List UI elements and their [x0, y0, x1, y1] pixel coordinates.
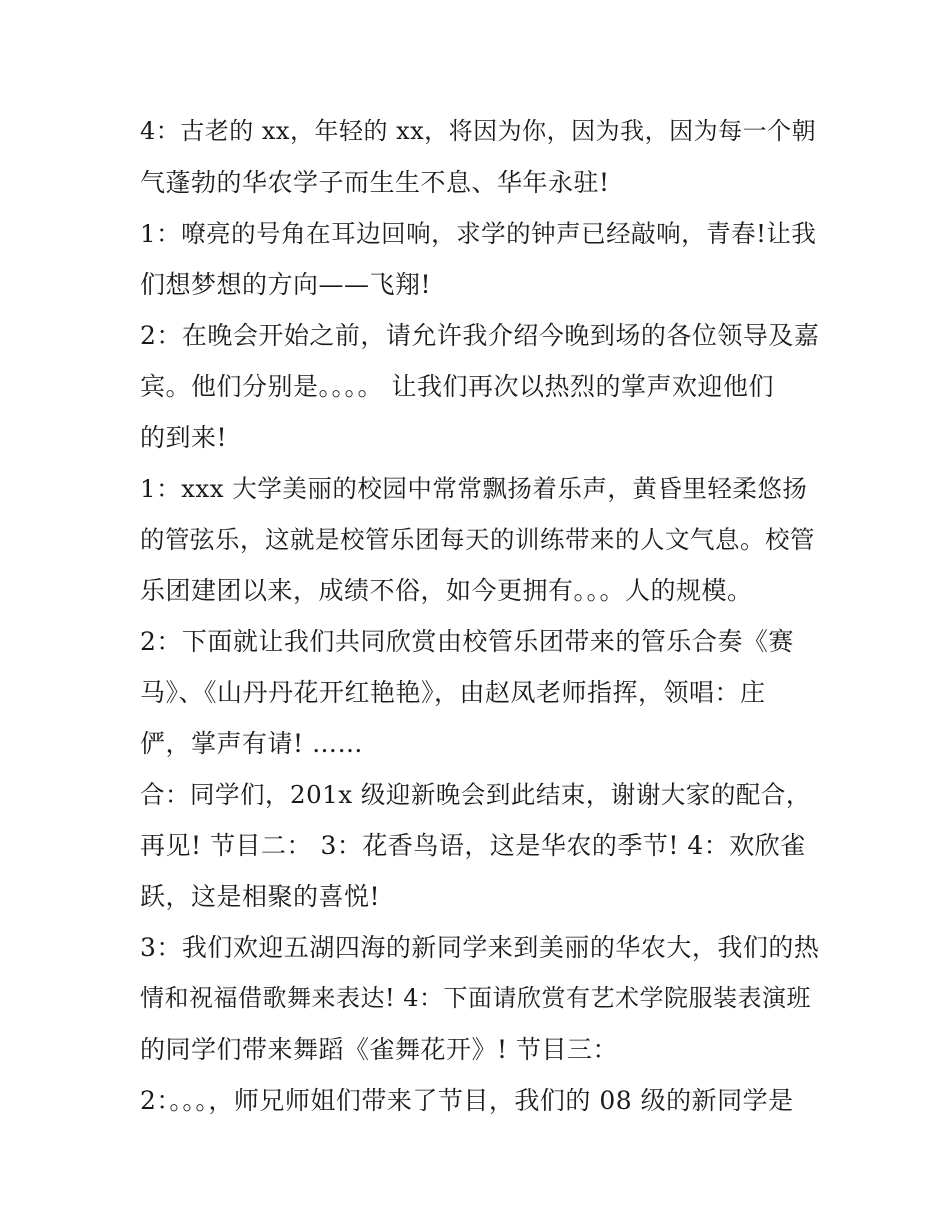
text-line: 宾。他们分别是。。。。 让我们再次以热烈的掌声欢迎他们 — [140, 372, 774, 401]
text-line: 情和祝福借歌舞来表达! 4：下面请欣赏有艺术学院服装表演班 — [140, 984, 812, 1012]
text-line: 们想梦想的方向——飞翔! — [140, 270, 432, 299]
text-line: 乐团建团以来，成绩不俗，如今更拥有。。。人的规模。 — [140, 576, 753, 605]
text-line: 跃，这是相聚的喜悦! — [140, 882, 381, 911]
text-line: 4：古老的 xx，年轻的 xx，将因为你，因为我，因为每一个朝 — [140, 117, 817, 145]
text-line: 1：嘹亮的号角在耳边回响，求学的钟声已经敲响，青春!让我 — [140, 219, 817, 248]
text-line: 的到来! — [140, 423, 228, 452]
text-line: 2：下面就让我们共同欣赏由校管乐团带来的管乐合奏《赛 — [140, 627, 794, 656]
text-line: 马》、《山丹丹花开红艳艳》，由赵凤老师指挥，领唱：庄 — [140, 678, 766, 707]
text-line: 俨，掌声有请! …… — [140, 729, 363, 758]
text-line: 2：。。。，师兄师姐们带来了节目，我们的 08 级的新同学是 — [140, 1086, 794, 1115]
text-line: 1：xxx 大学美丽的校园中常常飘扬着乐声，黄昏里轻柔悠扬 — [140, 474, 808, 503]
text-line: 3：我们欢迎五湖四海的新同学来到美丽的华农大，我们的热 — [140, 933, 820, 962]
text-line: 再见! 节目二： 3：花香鸟语，这是华农的季节! 4：欢欣雀 — [140, 831, 806, 860]
text-line: 合：同学们，201x 级迎新晚会到此结束，谢谢大家的配合， — [140, 780, 811, 809]
text-line: 2：在晚会开始之前，请允许我介绍今晚到场的各位领导及嘉 — [140, 321, 820, 350]
text-line: 的管弦乐，这就是校管乐团每天的训练带来的人文气息。校管 — [140, 525, 815, 554]
document-body — [140, 106, 820, 1126]
text-line: 气蓬勃的华农学子而生生不息、华年永驻! — [140, 168, 610, 197]
text-line: 的同学们带来舞蹈《雀舞花开》! 节目三： — [140, 1035, 618, 1064]
